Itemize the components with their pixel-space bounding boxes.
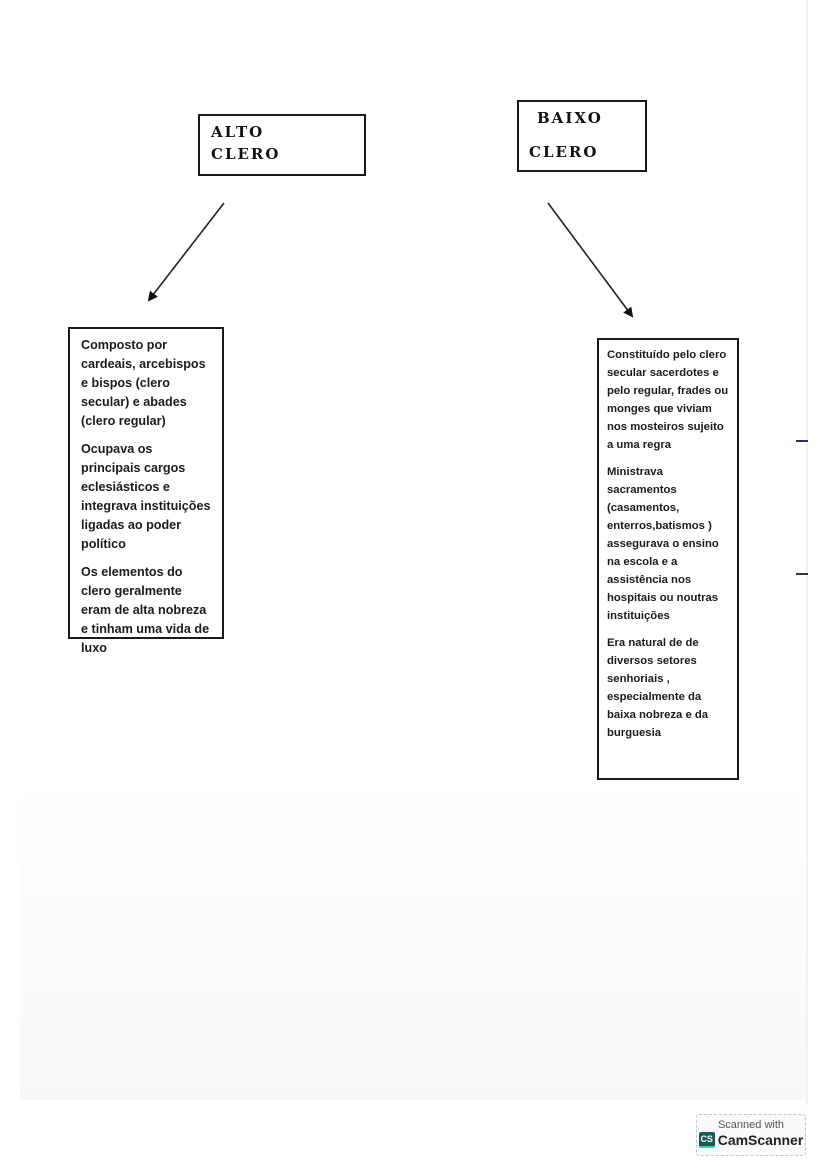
baixo-clero-paragraph-1: Constituído pelo clero secular sacerdotes e pelo regular, frades ou monges que viviam nos mosteiros sujeito a uma regra <box>607 349 729 451</box>
baixo-clero-title-line1: BAIXO <box>537 109 603 127</box>
baixo-clero-paragraph-3: Era natural de de diversos setores senhoriais , especialmente da baixa nobreza e da burguesia <box>607 637 709 739</box>
alto-clero-paragraph-2: Ocupava os principais cargos eclesiásticos e integrava instituições ligadas ao poder político <box>81 442 211 551</box>
camscanner-watermark <box>696 1114 806 1156</box>
baixo-clero-description-box <box>597 338 739 780</box>
alto-clero-paragraph-1: Composto por cardeais, arcebispos e bispos (clero secular) e abades (clero regular) <box>81 338 206 428</box>
arrow-alto-clero <box>149 203 224 300</box>
baixo-clero-title-line2: CLERO <box>529 143 599 161</box>
baixo-clero-paragraph-2: Ministrava sacramentos (casamentos, enterros,batismos ) assegurava o ensino na escola e a assistência nos hospitais ou noutras instituições <box>607 466 719 622</box>
arrow-baixo-clero <box>548 203 632 316</box>
alto-clero-description-box <box>68 327 224 655</box>
camscanner-logo-icon: CS <box>699 1132 715 1148</box>
watermark-caption: Scanned with <box>717 1119 785 1131</box>
alto-clero-paragraph-3: Os elementos do clero geralmente eram de alta nobreza e tinham uma vida de luxo <box>81 565 210 655</box>
alto-clero-title-line2: CLERO <box>211 145 281 163</box>
watermark-brand: CamScanner <box>717 1132 804 1148</box>
alto-clero-title-line1: ALTO <box>211 123 265 141</box>
